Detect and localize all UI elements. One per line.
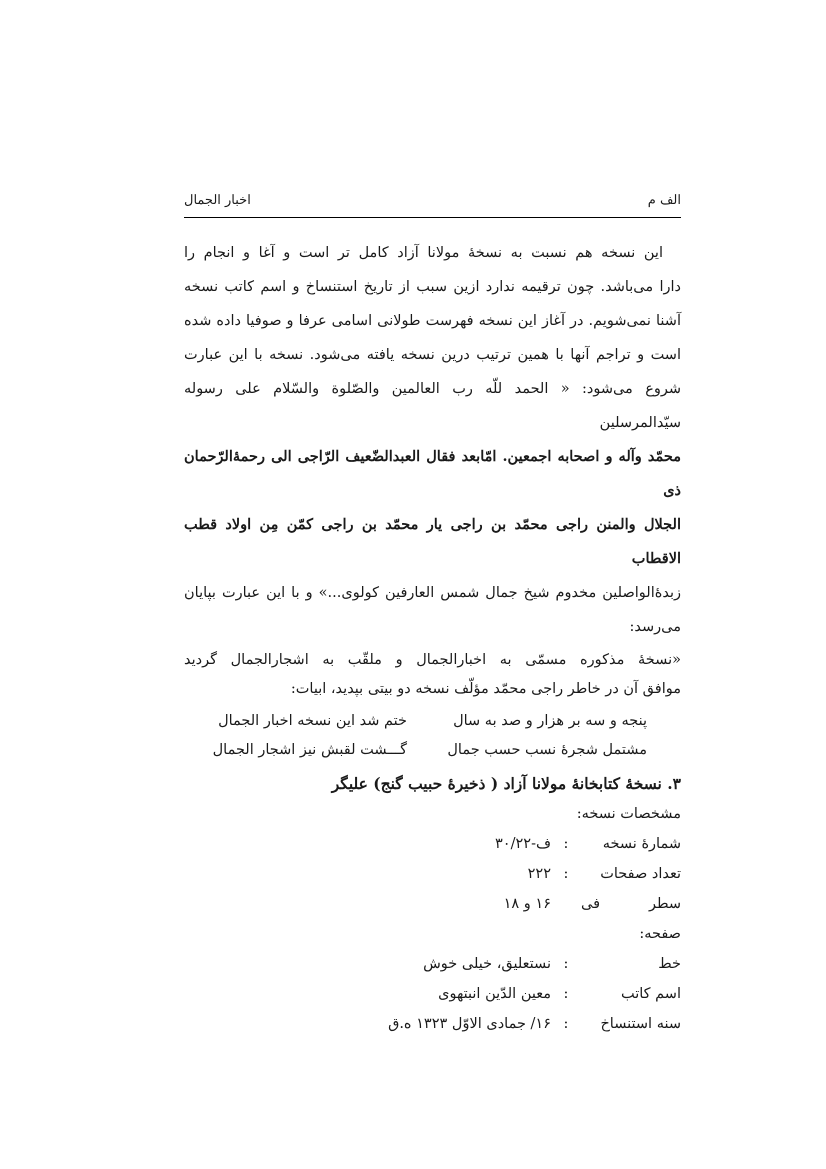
verse-hemistich: ختم شد این نسخه اخبار الجمال [218,713,407,729]
spec-row [184,979,681,1009]
spec-key: سطر فی صفحه: [581,896,681,942]
spec-key: خط [658,956,681,972]
spec-row [184,1009,681,1039]
spec-key: شمارهٔ نسخه [602,836,681,852]
spec-value: ۱۶ و ۱۸ [503,896,551,912]
verse-hemistich: مشتمل شجرهٔ نسب حسب جمال [447,742,647,758]
running-header [184,193,681,213]
page-number: الف م [647,193,681,208]
section-heading: ۳. نسخهٔ کتابخانهٔ مولانا آزاد ( ذخیرهٔ حبیب گنج) علیگر [331,774,681,793]
spec-value: نستعلیق، خیلی خوش [423,956,551,972]
specs-table [184,829,681,1039]
paragraph-line: دارا می‌باشد. چون ترقیمه ندارد ازین سبب از تاریخ استنساخ و اسم کاتب نسخه [184,279,681,295]
spec-separator: : [563,836,569,852]
header-title: اخبار الجمال [184,193,251,208]
spec-key: تعداد صفحات [600,866,681,882]
spec-row [184,949,681,979]
paragraph-line: شروع می‌شود: « الحمد للّه رب العالمین والصّلوة والسّلام علی رسوله سیّدالمرسلین [184,381,681,431]
page-body [184,236,681,1039]
quote-line: «نسخهٔ مذکوره مسمّی به اخبارالجمال و ملقّب به اشجارالجمال گردید [184,652,681,668]
spec-separator: : [563,866,569,882]
verse-block [184,707,647,765]
quote-line: موافق آن در خاطر راجی محمّد مؤلّف نسخه دو بیتی بپدید، ابیات: [290,681,681,697]
spec-value: ۲۲۲ [527,866,551,882]
spec-row [184,889,681,949]
paragraph-line: می‌رسد: [629,619,681,635]
header-rule [184,217,681,218]
paragraph-line: زبدۀالواصلین مخدوم شیخ جمال شمس العارفین کولوی...» و با این عبارت بپایان [184,585,681,601]
verse-hemistich: گـــشت لقبش نیز اشجار الجمال [212,742,407,758]
spec-separator: : [563,956,569,972]
spec-key: سنه استنساخ [600,1016,681,1032]
spec-row [184,829,681,859]
verse-row [184,736,647,765]
paragraph-line: آشنا نمی‌شویم. در آغاز این نسخه فهرست طولانی اسامی عرفا و صوفیا داده شده [184,313,681,329]
paragraph-line: الجلال والمنن راجی محمّد بن راجی یار محمّد بن راجی کمّن مِن اولاد قطب الاقطاب [184,516,681,567]
paragraph-line: این نسخه هم نسبت به نسخهٔ مولانا آزاد کامل تر است و آغا و انجام را [184,245,663,261]
verse-row [184,707,647,736]
paragraph-line: محمّد وآله و اصحابه اجمعین. امّابعد فقال العبدالضّعیف الرّاجی الی رحمۀالرّحمان ذی [184,448,681,499]
spec-value: ف-۳۰/۲۲ [495,836,551,852]
verse-hemistich: پنجه و سه بر هزار و صد به سال [453,713,647,729]
spec-separator [551,889,581,949]
spec-value: ۱۶/ جمادی الاوّل ۱۳۲۳ ه.ق [388,1016,551,1032]
paragraph-line: است و تراجم آنها با همین ترتیب درین نسخه یافته می‌شود. نسخه با این عبارت [184,347,681,363]
spec-separator: : [563,1016,569,1032]
spec-key: اسم کاتب [620,986,681,1002]
spec-separator: : [563,986,569,1002]
spec-value: معین الدّین انبتهوی [438,986,551,1002]
quote-block [184,646,681,704]
spec-row [184,859,681,889]
section-subheading: مشخصات نسخه: [576,806,681,822]
main-paragraph [184,236,681,644]
